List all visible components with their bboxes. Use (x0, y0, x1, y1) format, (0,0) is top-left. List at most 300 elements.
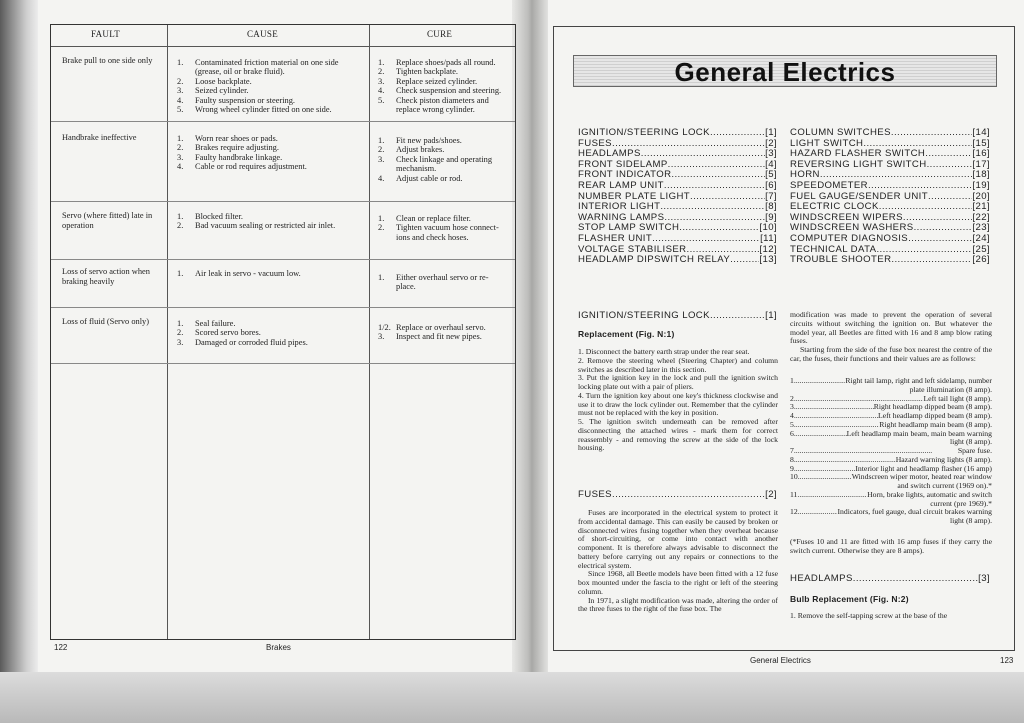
fuse-function: Left headlamp dipped beam (8 amp). (878, 411, 992, 420)
fuse-leader (797, 491, 867, 500)
fuse-leader (794, 412, 878, 421)
toc-entry (790, 160, 990, 171)
item-text: Seal failure. (195, 319, 236, 328)
ignition-body (578, 348, 778, 453)
paragraph: Fuses are incorporated in the electrical system to protect it from accidental damage. This can easily be caused by broken or disconnected wires fusing together when they overheat because of short-circuiting, or come into contact with another component. It is therefore always advisable to disconnect the battery before carrying out any repairs or connections to the electrical system. (578, 508, 778, 570)
fuse-number: 8 (790, 454, 794, 464)
list-item (378, 67, 514, 76)
cure-list (378, 214, 514, 242)
list-item (177, 221, 367, 230)
cause-list (177, 319, 367, 347)
item-number: 1. (378, 58, 385, 67)
toc-page-ref: [13] (759, 255, 777, 266)
page-number: 122 (54, 643, 68, 652)
ignition-heading (578, 310, 777, 321)
item-number: 4. (378, 173, 385, 183)
list-item (177, 134, 367, 143)
fuse-number: 1 (790, 376, 794, 385)
section-heading-label: IGNITION/STEERING LOCK (578, 310, 710, 321)
toc-page-ref: [1] (765, 128, 777, 138)
paragraph: Since 1968, all Beetle models have been fitted with a 12 fuse box mounted under the fascia to the right or left of the steering column. (578, 569, 778, 596)
cause-list (177, 58, 367, 114)
toc-entry (790, 170, 990, 181)
fuse-number: 12 (790, 507, 798, 517)
item-number: 5. (378, 95, 385, 105)
fuse-number: 6 (790, 428, 794, 438)
toc-label: HEADLAMP DIPSWITCH RELAY (578, 255, 731, 266)
toc-page-ref: [4] (765, 159, 777, 170)
section-page-ref: [2] (765, 489, 777, 500)
fuse-function: Hazard warning lights (8 amp). (895, 454, 992, 464)
cure-list (378, 58, 514, 114)
fuse-item-continuation: and switch current (1969 on).* (897, 481, 992, 490)
row-divider (51, 201, 515, 202)
item-text: Check linkage and operating (396, 154, 493, 164)
toc-entry (578, 223, 777, 234)
list-item (378, 282, 514, 291)
toc-page-ref: [9] (765, 212, 777, 223)
item-number: 4. (177, 162, 184, 172)
item-number: 1/2. (378, 323, 391, 332)
fault-header: FAULT (91, 29, 121, 39)
fault-cell: Brake pull to one side only (62, 56, 153, 65)
list-item (177, 162, 367, 171)
toc-label: FUEL GAUGE/SENDER UNIT (790, 191, 928, 202)
fuse-item-continuation: current (pre 1969).* (930, 498, 992, 508)
list-item (378, 332, 514, 341)
toc-leader (710, 128, 765, 139)
list-item (177, 105, 367, 114)
item-text: Replace or overhaul servo. (396, 323, 486, 332)
fuse-number: 5 (790, 419, 794, 429)
item-number: 1. (378, 214, 385, 223)
cure-header: CURE (427, 29, 453, 39)
list-item (378, 77, 514, 86)
item-text: Fit new pads/shoes. (396, 136, 462, 145)
toc-label: FRONT SIDELAMP (578, 159, 668, 170)
toc-page-ref: [20] (972, 191, 990, 202)
toc-leader (914, 223, 973, 234)
fuse-item-continuation: plate illumination (8 amp). (909, 384, 992, 394)
paragraph: 5. The ignition switch underneath can be removed after disconnecting the attached wires - mark them for correct reassembly - and removing the screw at the side of the lock housing. (578, 417, 778, 453)
fuse-function: Left headlamp main beam, main beam warning (846, 428, 992, 438)
section-heading-label: HEADLAMPS (790, 573, 853, 584)
toc-leader (876, 245, 972, 256)
column-divider (167, 25, 168, 639)
toc-label: REAR LAMP UNIT (578, 180, 664, 191)
fuse-function: Windscreen wiper motor, heated rear window (851, 472, 992, 482)
item-number: 1. (177, 269, 184, 278)
item-number: 2. (177, 76, 184, 86)
fuse-number: 4 (790, 411, 794, 420)
toc-entry (578, 192, 777, 203)
item-number: 3. (177, 337, 184, 347)
item-text: Inspect and fit new pipes. (396, 332, 482, 342)
cause-list (177, 269, 367, 278)
list-item (378, 136, 514, 145)
item-number: 4. (177, 95, 184, 105)
toc-label: ELECTRIC CLOCK (790, 202, 879, 213)
paragraph: 2. Remove the steering wheel (Steering Chapter) and column switches as described later in this section. (578, 355, 778, 374)
column-divider (369, 25, 370, 639)
toc-leader (641, 149, 765, 160)
page-footer-title: Brakes (266, 643, 291, 652)
list-item (378, 223, 514, 232)
toc-entry (790, 128, 990, 139)
item-number: 3. (378, 76, 385, 86)
list-item (177, 319, 367, 328)
toc-page-ref: [8] (765, 202, 777, 213)
fuse-function: Horn, brake lights, automatic and switch (867, 489, 992, 499)
toc-leader (668, 160, 765, 171)
toc-label: INTERIOR LIGHT (578, 202, 661, 213)
list-item (378, 323, 514, 332)
toc-label: REVERSING LIGHT SWITCH (790, 159, 927, 170)
toc-page-ref: [24] (972, 233, 990, 244)
list-item (177, 153, 367, 162)
page-footer-title: General Electrics (750, 656, 811, 665)
paragraph: In 1971, a slight modification was made, altering the order of the three fuses to the right of the fuse box. The (578, 595, 778, 614)
toc-page-ref: [19] (972, 180, 990, 191)
fuse-function: Right tail lamp, right and left sidelamp, number (845, 376, 992, 385)
toc-label: FLASHER UNIT (578, 233, 653, 244)
cause-list (177, 212, 367, 231)
fuse-function: Right headlamp main beam (8 amp). (879, 419, 992, 429)
list-item (378, 58, 514, 67)
toc-page-ref: [3] (765, 149, 777, 160)
toc-page-ref: [5] (765, 170, 777, 181)
fuse-item-continuation: light (8 amp). (949, 516, 992, 525)
toc-entry (578, 170, 777, 181)
toc-page-ref: [2] (765, 138, 777, 149)
toc-leader (671, 170, 765, 181)
fuse-function: Spare fuse. (957, 446, 992, 455)
list-item (378, 105, 514, 114)
list-item (177, 86, 367, 95)
toc-label: WINDSCREEN WIPERS (790, 212, 903, 223)
toc-leader (928, 192, 972, 203)
fuse-leader (798, 473, 852, 482)
toc-page-ref: [14] (972, 128, 990, 138)
item-number: 2. (378, 223, 385, 233)
fuse-function: Interior light and headlamp flasher (16 amp) (855, 463, 992, 473)
item-text: Faulty handbrake linkage. (195, 152, 283, 162)
toc-label: WARNING LAMPS (578, 212, 665, 223)
fault-cell: Loss of fluid (Servo only) (62, 317, 149, 326)
headlamps-heading (790, 573, 990, 584)
toc-entry (790, 149, 990, 160)
paragraph: 4. Turn the ignition key about one key's thickness clockwise and use it to draw the lock cylinder out. Remember that the cylinder must not be replaced with the key in position. (578, 390, 778, 418)
list-item (177, 143, 367, 152)
page-number: 123 (1000, 656, 1014, 665)
list-item (378, 164, 514, 173)
item-text: Blocked filter. (195, 212, 243, 221)
item-text: Worn rear shoes or pads. (195, 134, 278, 143)
item-number: 1. (378, 136, 385, 145)
toc-entry (790, 255, 990, 266)
toc-label: COLUMN SWITCHES (790, 128, 891, 138)
item-text: Adjust brakes. (396, 145, 445, 155)
toc-page-ref: [7] (765, 191, 777, 202)
toc-entry (578, 128, 777, 139)
toc-label: SPEEDOMETER (790, 180, 868, 191)
item-number: 2. (177, 328, 184, 338)
fuse-note: (*Fuses 10 and 11 are fitted with 16 amp fuses if they carry the switch current. Otherwise they are 8 amps). (790, 537, 992, 555)
toc-entry (578, 149, 777, 160)
item-number: 1. (177, 212, 184, 221)
fuse-item-continuation: light (8 amp). (949, 437, 992, 447)
ignition-subheading: Replacement (Fig. N:1) (578, 329, 675, 339)
item-text: Check suspension and steering. (396, 86, 502, 96)
toc-leader (927, 160, 973, 171)
row-divider (51, 121, 515, 122)
fuse-list (790, 377, 992, 526)
toc-page-ref: [18] (972, 170, 990, 181)
table-of-contents-left (578, 128, 777, 266)
chapter-title: General Electrics (674, 57, 896, 87)
fuses-heading (578, 489, 777, 500)
table-of-contents-right (790, 128, 990, 266)
item-number (378, 233, 396, 242)
item-text: Replace seized cylinder. (396, 76, 478, 86)
fuse-leader (794, 403, 874, 412)
toc-leader (664, 213, 765, 224)
toc-page-ref: [15] (972, 138, 990, 149)
list-item (177, 212, 367, 221)
item-text: Brakes require adjusting. (195, 143, 279, 153)
list-item (378, 214, 514, 223)
toc-label: IGNITION/STEERING LOCK (578, 128, 710, 138)
fuse-number: 11 (790, 489, 798, 499)
cure-list (378, 323, 514, 342)
list-item (378, 273, 514, 282)
binding-shadow (0, 0, 38, 723)
toc-leader (925, 149, 972, 160)
toc-leader (908, 234, 972, 245)
fuse-leader (794, 465, 856, 474)
fault-cell: Servo (where fitted) late in operation (62, 211, 153, 230)
toc-label: NUMBER PLATE LIGHT (578, 191, 691, 202)
toc-label: WINDSCREEN WASHERS (790, 223, 914, 234)
toc-page-ref: [23] (972, 223, 990, 234)
item-text: Air leak in servo - vacuum low. (195, 269, 301, 278)
item-number: 2. (177, 221, 184, 231)
paragraph: 3. Put the ignition key in the lock and pull the ignition switch locking plate out with a pair of pliers. (578, 373, 778, 391)
item-text: replace wrong cylinder. (396, 105, 475, 115)
item-text: Damaged or corroded fluid pipes. (195, 337, 308, 347)
toc-leader (679, 223, 759, 234)
list-item (177, 77, 367, 86)
toc-entry (578, 213, 777, 224)
toc-entry (578, 234, 777, 245)
toc-leader (660, 202, 765, 213)
toc-entry (790, 139, 990, 150)
item-text: Replace shoes/pads all round. (396, 58, 496, 67)
chapter-banner (573, 55, 997, 87)
item-text: Bad vacuum sealing or restricted air inlet. (195, 221, 336, 231)
fuse-number: 7 (790, 446, 794, 455)
fuse-leader (794, 377, 845, 386)
item-number: 4. (378, 86, 385, 96)
list-item (177, 67, 367, 76)
toc-page-ref: [26] (972, 255, 990, 266)
fault-table (50, 24, 516, 640)
item-number: 1. (177, 319, 184, 328)
item-text: mechanism. (396, 164, 437, 174)
toc-page-ref: [25] (972, 244, 990, 255)
toc-leader (863, 139, 972, 150)
item-text: Contaminated friction material on one side (195, 58, 339, 67)
fuse-lead-text: Starting from the side of the fuse box nearest the centre of the car, the fuses, their functions and their values are as follows: (790, 345, 992, 363)
item-text: Tighten backplate. (396, 67, 459, 77)
toc-label: TROUBLE SHOOTER (790, 255, 892, 266)
item-text: ions and check hoses. (396, 232, 469, 242)
fuse-intro (790, 311, 992, 364)
fuse-leader (798, 508, 838, 517)
toc-page-ref: [11] (760, 233, 777, 244)
toc-leader (664, 181, 765, 192)
item-text: Loose backplate. (195, 76, 252, 86)
list-item (177, 58, 367, 67)
toc-entry (578, 181, 777, 192)
item-text: Seized cylinder. (195, 86, 249, 96)
toc-entry (578, 139, 777, 150)
header-divider (51, 46, 515, 47)
toc-leader (652, 234, 760, 245)
list-item (378, 96, 514, 105)
toc-leader (903, 213, 973, 224)
item-number (378, 164, 396, 173)
toc-label: HORN (790, 170, 820, 181)
item-number (378, 282, 396, 291)
fuse-function: Left tail light (8 amp). (923, 393, 992, 403)
item-number: 1. (177, 134, 184, 143)
fuses-body (578, 509, 778, 614)
cure-list (378, 136, 514, 183)
toc-label: VOLTAGE STABILISER (578, 244, 687, 255)
toc-entry (790, 213, 990, 224)
toc-page-ref: [17] (972, 159, 990, 170)
fuse-number: 3 (790, 402, 794, 412)
toc-label: FRONT INDICATOR (578, 170, 672, 181)
item-text: Faulty suspension or steering. (195, 95, 296, 105)
item-number: 1. (378, 273, 385, 282)
section-page-ref: [1] (765, 310, 777, 321)
item-text: Wrong wheel cylinder fitted on one side. (195, 105, 332, 115)
item-number: 3. (177, 152, 184, 162)
toc-label: COMPUTER DIAGNOSIS (790, 233, 909, 244)
toc-page-ref: [22] (972, 212, 990, 223)
headlamps-body: 1. Remove the self-tapping screw at the base of the (790, 611, 948, 620)
item-text: Either overhaul servo or re- (396, 273, 489, 282)
row-divider (51, 363, 515, 364)
item-number (177, 67, 195, 76)
fuse-function: Right headlamp dipped beam (8 amp). (873, 402, 992, 412)
item-number: 3. (378, 154, 385, 164)
toc-leader (879, 202, 973, 213)
row-divider (51, 259, 515, 260)
bulb-replacement-heading: Bulb Replacement (Fig. N:2) (790, 594, 909, 604)
item-number: 5. (177, 105, 184, 115)
toc-entry (578, 202, 777, 213)
item-number: 2. (378, 67, 385, 77)
list-item (378, 155, 514, 164)
toc-entry (790, 234, 990, 245)
fault-cell: Loss of servo action when braking heavily (62, 267, 150, 286)
item-number: 3. (177, 86, 184, 96)
toc-page-ref: [16] (972, 149, 990, 160)
bottom-shadow (0, 672, 1024, 723)
fuse-number: 2 (790, 393, 794, 403)
toc-leader (730, 255, 759, 266)
toc-page-ref: [10] (759, 223, 777, 234)
item-text: Tighten vacuum hose connect- (396, 223, 499, 233)
cause-header: CAUSE (247, 29, 279, 39)
toc-leader (820, 170, 973, 181)
toc-entry (578, 245, 777, 256)
toc-entry (790, 202, 990, 213)
item-text: Clean or replace filter. (396, 214, 471, 223)
item-number: 1. (177, 58, 184, 67)
fuse-intro-text: modification was made to prevent the operation of several circuits without switching the ignition on. But whatever the model year, all Beetles are fitted with 16 and 8 amp blow rating fuses. (790, 310, 992, 346)
list-item (378, 86, 514, 95)
toc-label: HEADLAMPS (578, 149, 641, 160)
toc-page-ref: [12] (759, 244, 777, 255)
row-divider (51, 307, 515, 308)
section-page-ref: [3] (978, 573, 990, 584)
section-heading-label: FUSES (578, 489, 612, 500)
item-text: Cable or rod requires adjustment. (195, 162, 307, 172)
toc-entry (790, 181, 990, 192)
item-text: Adjust cable or rod. (396, 173, 463, 183)
list-item (177, 328, 367, 337)
cause-list (177, 134, 367, 172)
list-item (378, 145, 514, 154)
item-number (378, 105, 396, 114)
fuse-leader (794, 430, 847, 439)
fuse-number: 9 (790, 463, 794, 473)
toc-label: FUSES (578, 138, 612, 149)
cure-list (378, 273, 514, 292)
toc-leader (891, 255, 972, 266)
list-item (378, 233, 514, 242)
paragraph: 1. Disconnect the battery earth strap under the rear seat. (578, 347, 750, 356)
toc-entry (790, 192, 990, 203)
toc-leader (690, 192, 765, 203)
toc-label: STOP LAMP SWITCH (578, 223, 680, 234)
fuse-function: Indicators, fuel gauge, dual circuit brakes warning (837, 507, 992, 517)
fault-cell: Handbrake ineffective (62, 133, 137, 142)
toc-page-ref: [6] (765, 180, 777, 191)
fuse-number: 10 (790, 472, 798, 482)
list-item (177, 96, 367, 105)
toc-leader (687, 245, 760, 256)
toc-leader (868, 181, 972, 192)
toc-leader (612, 139, 765, 150)
toc-page-ref: [21] (972, 202, 990, 213)
toc-label: TECHNICAL DATA (790, 244, 877, 255)
toc-entry (790, 245, 990, 256)
item-text: Check piston diameters and (396, 95, 489, 105)
item-text: (grease, oil or brake fluid). (195, 67, 285, 77)
toc-entry (578, 255, 777, 266)
toc-entry (578, 160, 777, 171)
toc-entry (790, 223, 990, 234)
toc-leader (891, 128, 973, 139)
book-gutter (512, 0, 548, 723)
item-number: 2. (177, 143, 184, 153)
item-number: 2. (378, 145, 385, 155)
